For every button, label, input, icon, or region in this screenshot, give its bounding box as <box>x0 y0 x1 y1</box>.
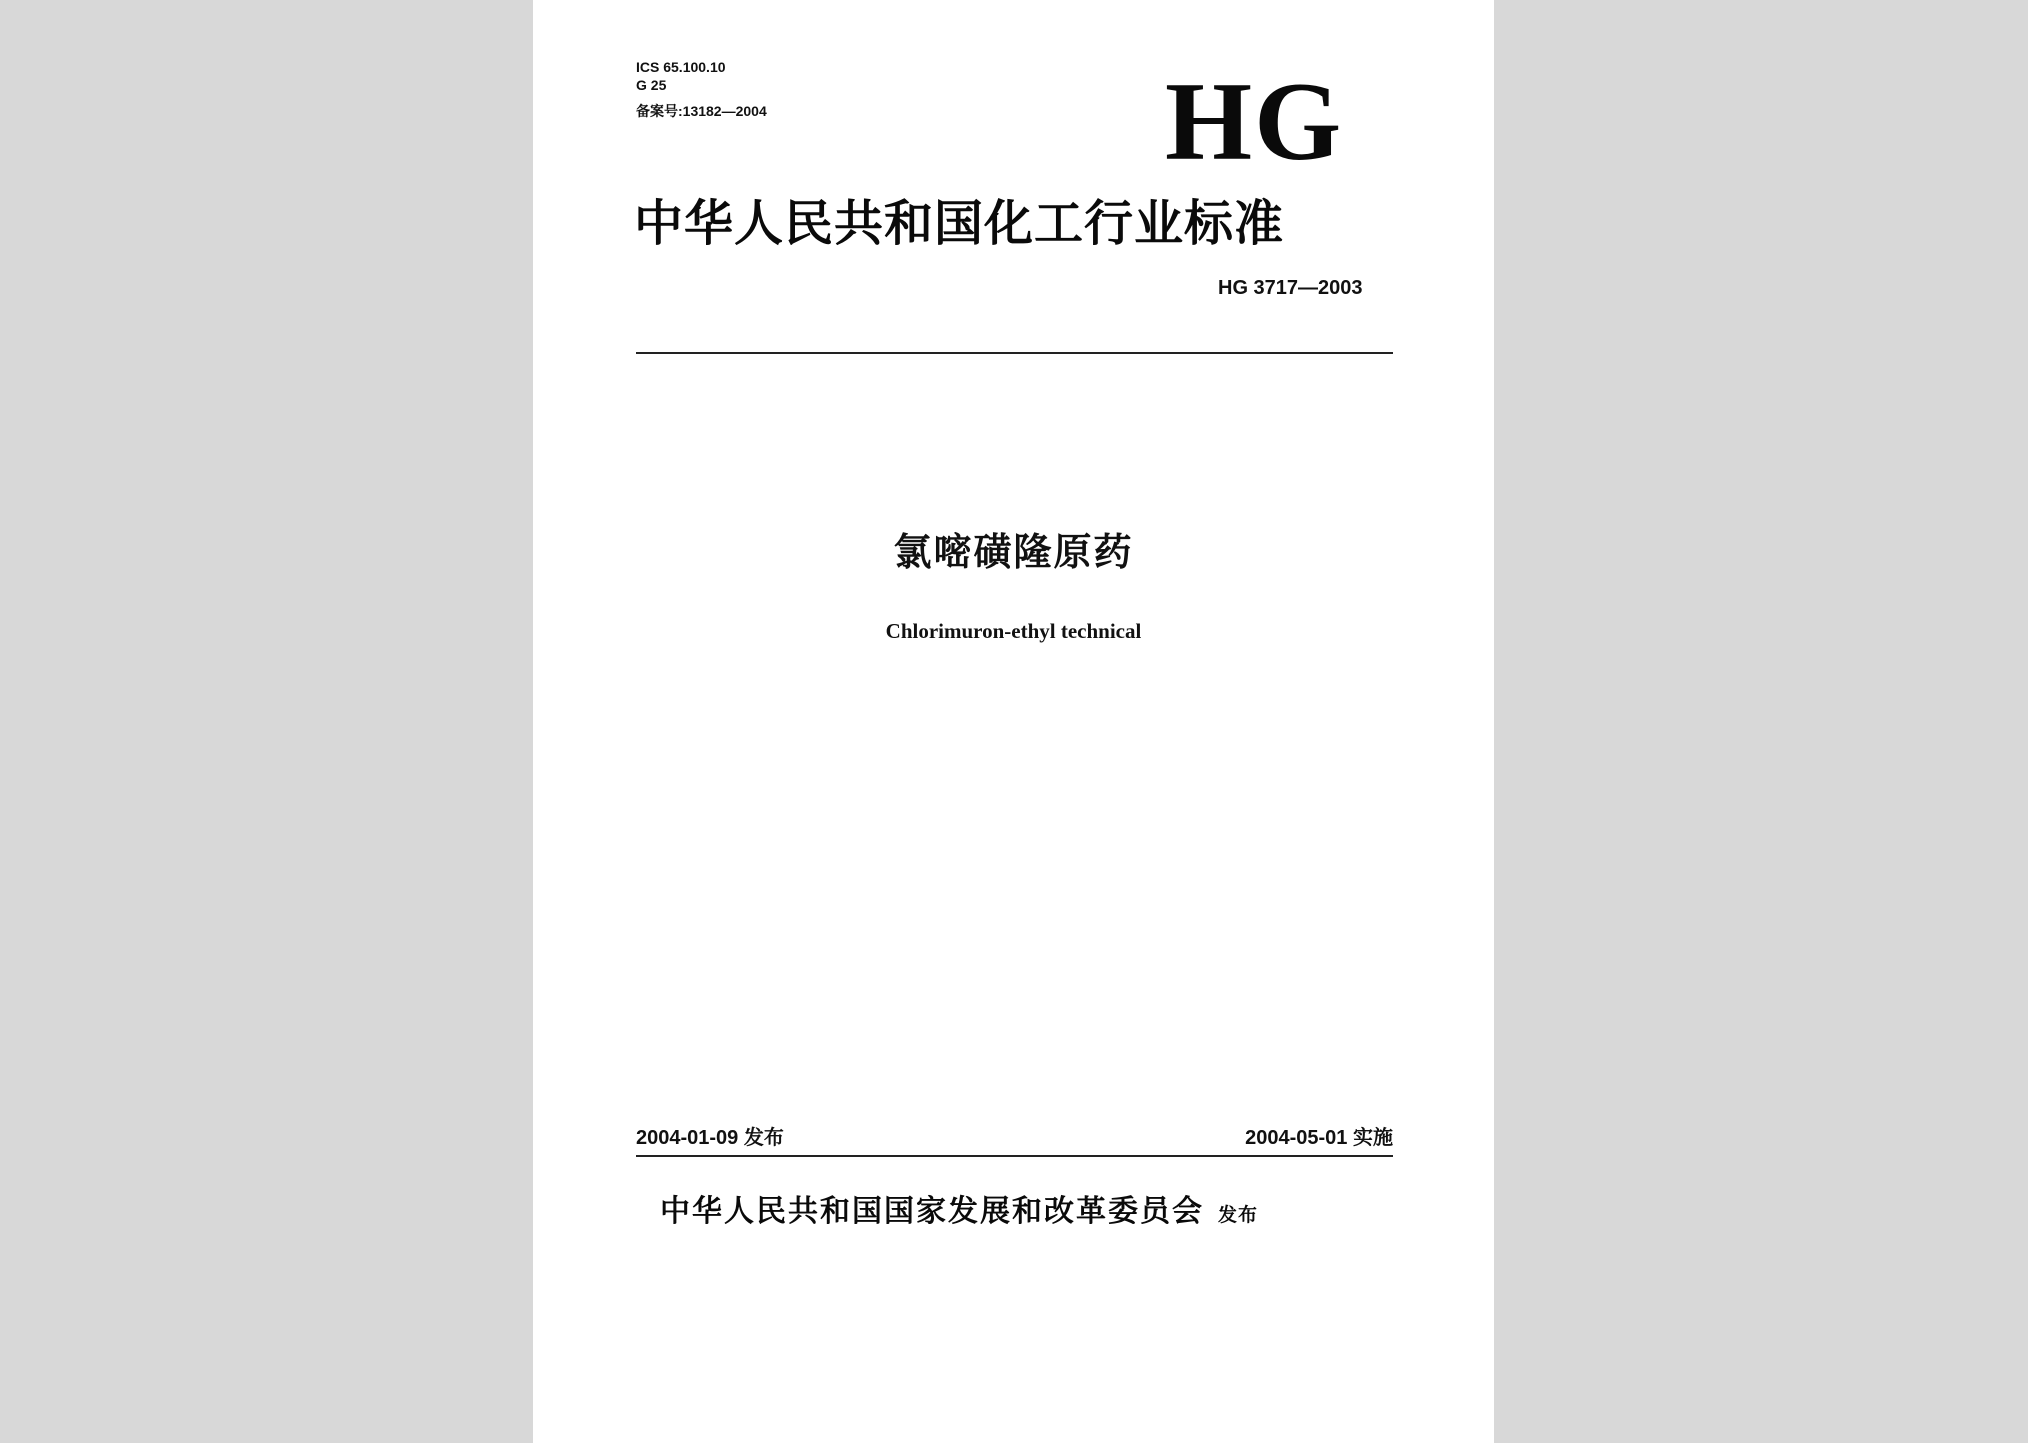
record-number: 备案号:13182—2004 <box>636 103 767 119</box>
document-title-chinese: 氯嘧磺隆原药 <box>893 530 1134 574</box>
standard-title: 中华人民共和国化工行业标准 <box>634 194 1285 252</box>
effective-date: 2004-05-01 实施 <box>1245 1127 1393 1149</box>
issuer-name: 中华人民共和国国家发展和改革委员会 <box>660 1194 1204 1229</box>
hg-mark: HG <box>1165 60 1344 184</box>
issuing-authority <box>660 1192 1258 1235</box>
document-title-english: Chlorimuron-ethyl technical <box>885 619 1142 643</box>
standard-number: HG 3717—2003 <box>1218 277 1363 299</box>
classification-code: G 25 <box>636 77 667 93</box>
issuer-suffix: 发布 <box>1218 1204 1259 1226</box>
document-page <box>533 0 1494 1443</box>
footer-divider <box>636 1155 1393 1157</box>
ics-code: ICS 65.100.10 <box>636 59 726 75</box>
header-divider <box>636 352 1393 354</box>
issue-date: 2004-01-09 发布 <box>636 1127 784 1149</box>
